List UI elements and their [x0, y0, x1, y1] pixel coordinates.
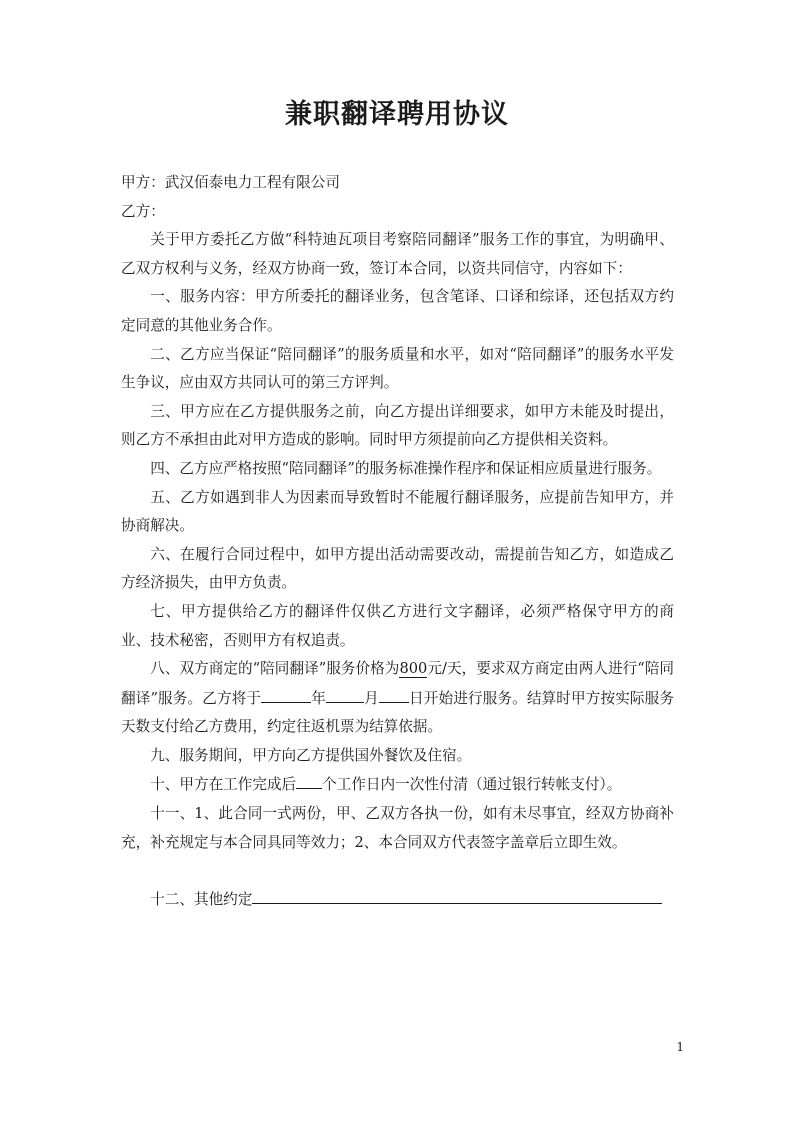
- clause-4: 四、乙方应严格按照“陪同翻译”的服务标准操作程序和保证相应质量进行服务。: [150, 459, 662, 477]
- month-label: 月: [364, 689, 379, 707]
- intro-paragraph: 关于甲方委托乙方做“科特迪瓦项目考察陪同翻译”服务工作的事宜，为明确甲、乙双方权利与义务，经双方协商一致，签订本合同，以资共同信守，内容如下：: [121, 231, 674, 277]
- service-price-value: 800: [399, 660, 428, 678]
- start-day-blank: [379, 684, 409, 703]
- clause-8-text-b: 元/天，要求双方商定由两人进行“陪同翻译”服务。乙方将于: [121, 660, 674, 707]
- payment-days-blank: [296, 770, 322, 789]
- start-month-blank: [326, 684, 364, 703]
- document-title: 兼职翻译聘用协议: [285, 99, 509, 130]
- clause-10-text-b: 个工作日内一次性付清（通过银行转帐支付）。: [322, 776, 622, 794]
- clause-1: 一、服务内容：甲方所委托的翻译业务，包含笔译、口译和综译，还包括双方约定同意的其他业务合作。: [121, 288, 674, 334]
- party-b-line: 乙方：: [121, 202, 165, 220]
- clause-5: 五、乙方如遇到非人为因素而导致暂时不能履行翻译服务，应提前告知甲方，并协商解决。: [121, 488, 674, 535]
- clause-10-text-a: 十、甲方在工作完成后: [150, 776, 297, 794]
- clause-6: 六、在履行合同过程中，如甲方提出活动需要改动，需提前告知乙方，如造成乙方经济损失，由甲方负责。: [121, 545, 674, 592]
- page-number: 1: [676, 1040, 684, 1054]
- document-body: [121, 169, 674, 915]
- year-label: 年: [311, 689, 327, 707]
- party-a-line: 甲方：武汉佰泰电力工程有限公司: [121, 174, 340, 191]
- paragraph-spacer: [121, 857, 674, 885]
- clause-8-text-a: 八、双方商定的“陪同翻译”服务价格为: [150, 660, 400, 678]
- clause-12-text: 十二、其他约定: [150, 891, 253, 909]
- start-year-blank: [261, 684, 311, 703]
- other-terms-blank: [252, 885, 662, 904]
- clause-9: 九、服务期间，甲方向乙方提供国外餐饮及住宿。: [150, 746, 472, 764]
- clause-10: [121, 770, 674, 800]
- clause-7: 七、甲方提供给乙方的翻译件仅供乙方进行文字翻译，必须严格保守甲方的商业、技术秘密，否则甲方有权追责。: [121, 602, 674, 649]
- clause-2: 二、乙方应当保证“陪同翻译”的服务质量和水平，如对“陪同翻译”的服务水平发生争议，应由双方共同认可的第三方评判。: [121, 345, 674, 392]
- clause-3: 三、甲方应在乙方提供服务之前，向乙方提出详细要求，如甲方未能及时提出，则乙方不承担由此对甲方造成的影响。同时甲方须提前向乙方提供相关资料。: [121, 402, 674, 449]
- clause-8: [121, 655, 674, 742]
- clause-11: 十一、1、此合同一式两份，甲、乙双方各执一份，如有未尽事宜，经双方协商补充，补充规定与本合同具同等效力；2、本合同双方代表签字盖章后立即生效。: [121, 805, 674, 851]
- clause-8-text-c: 日开始进行服务。结算时甲方按实际服务天数支付给乙方费用，约定往返机票为结算依据。: [121, 689, 674, 736]
- clause-12: [121, 885, 674, 915]
